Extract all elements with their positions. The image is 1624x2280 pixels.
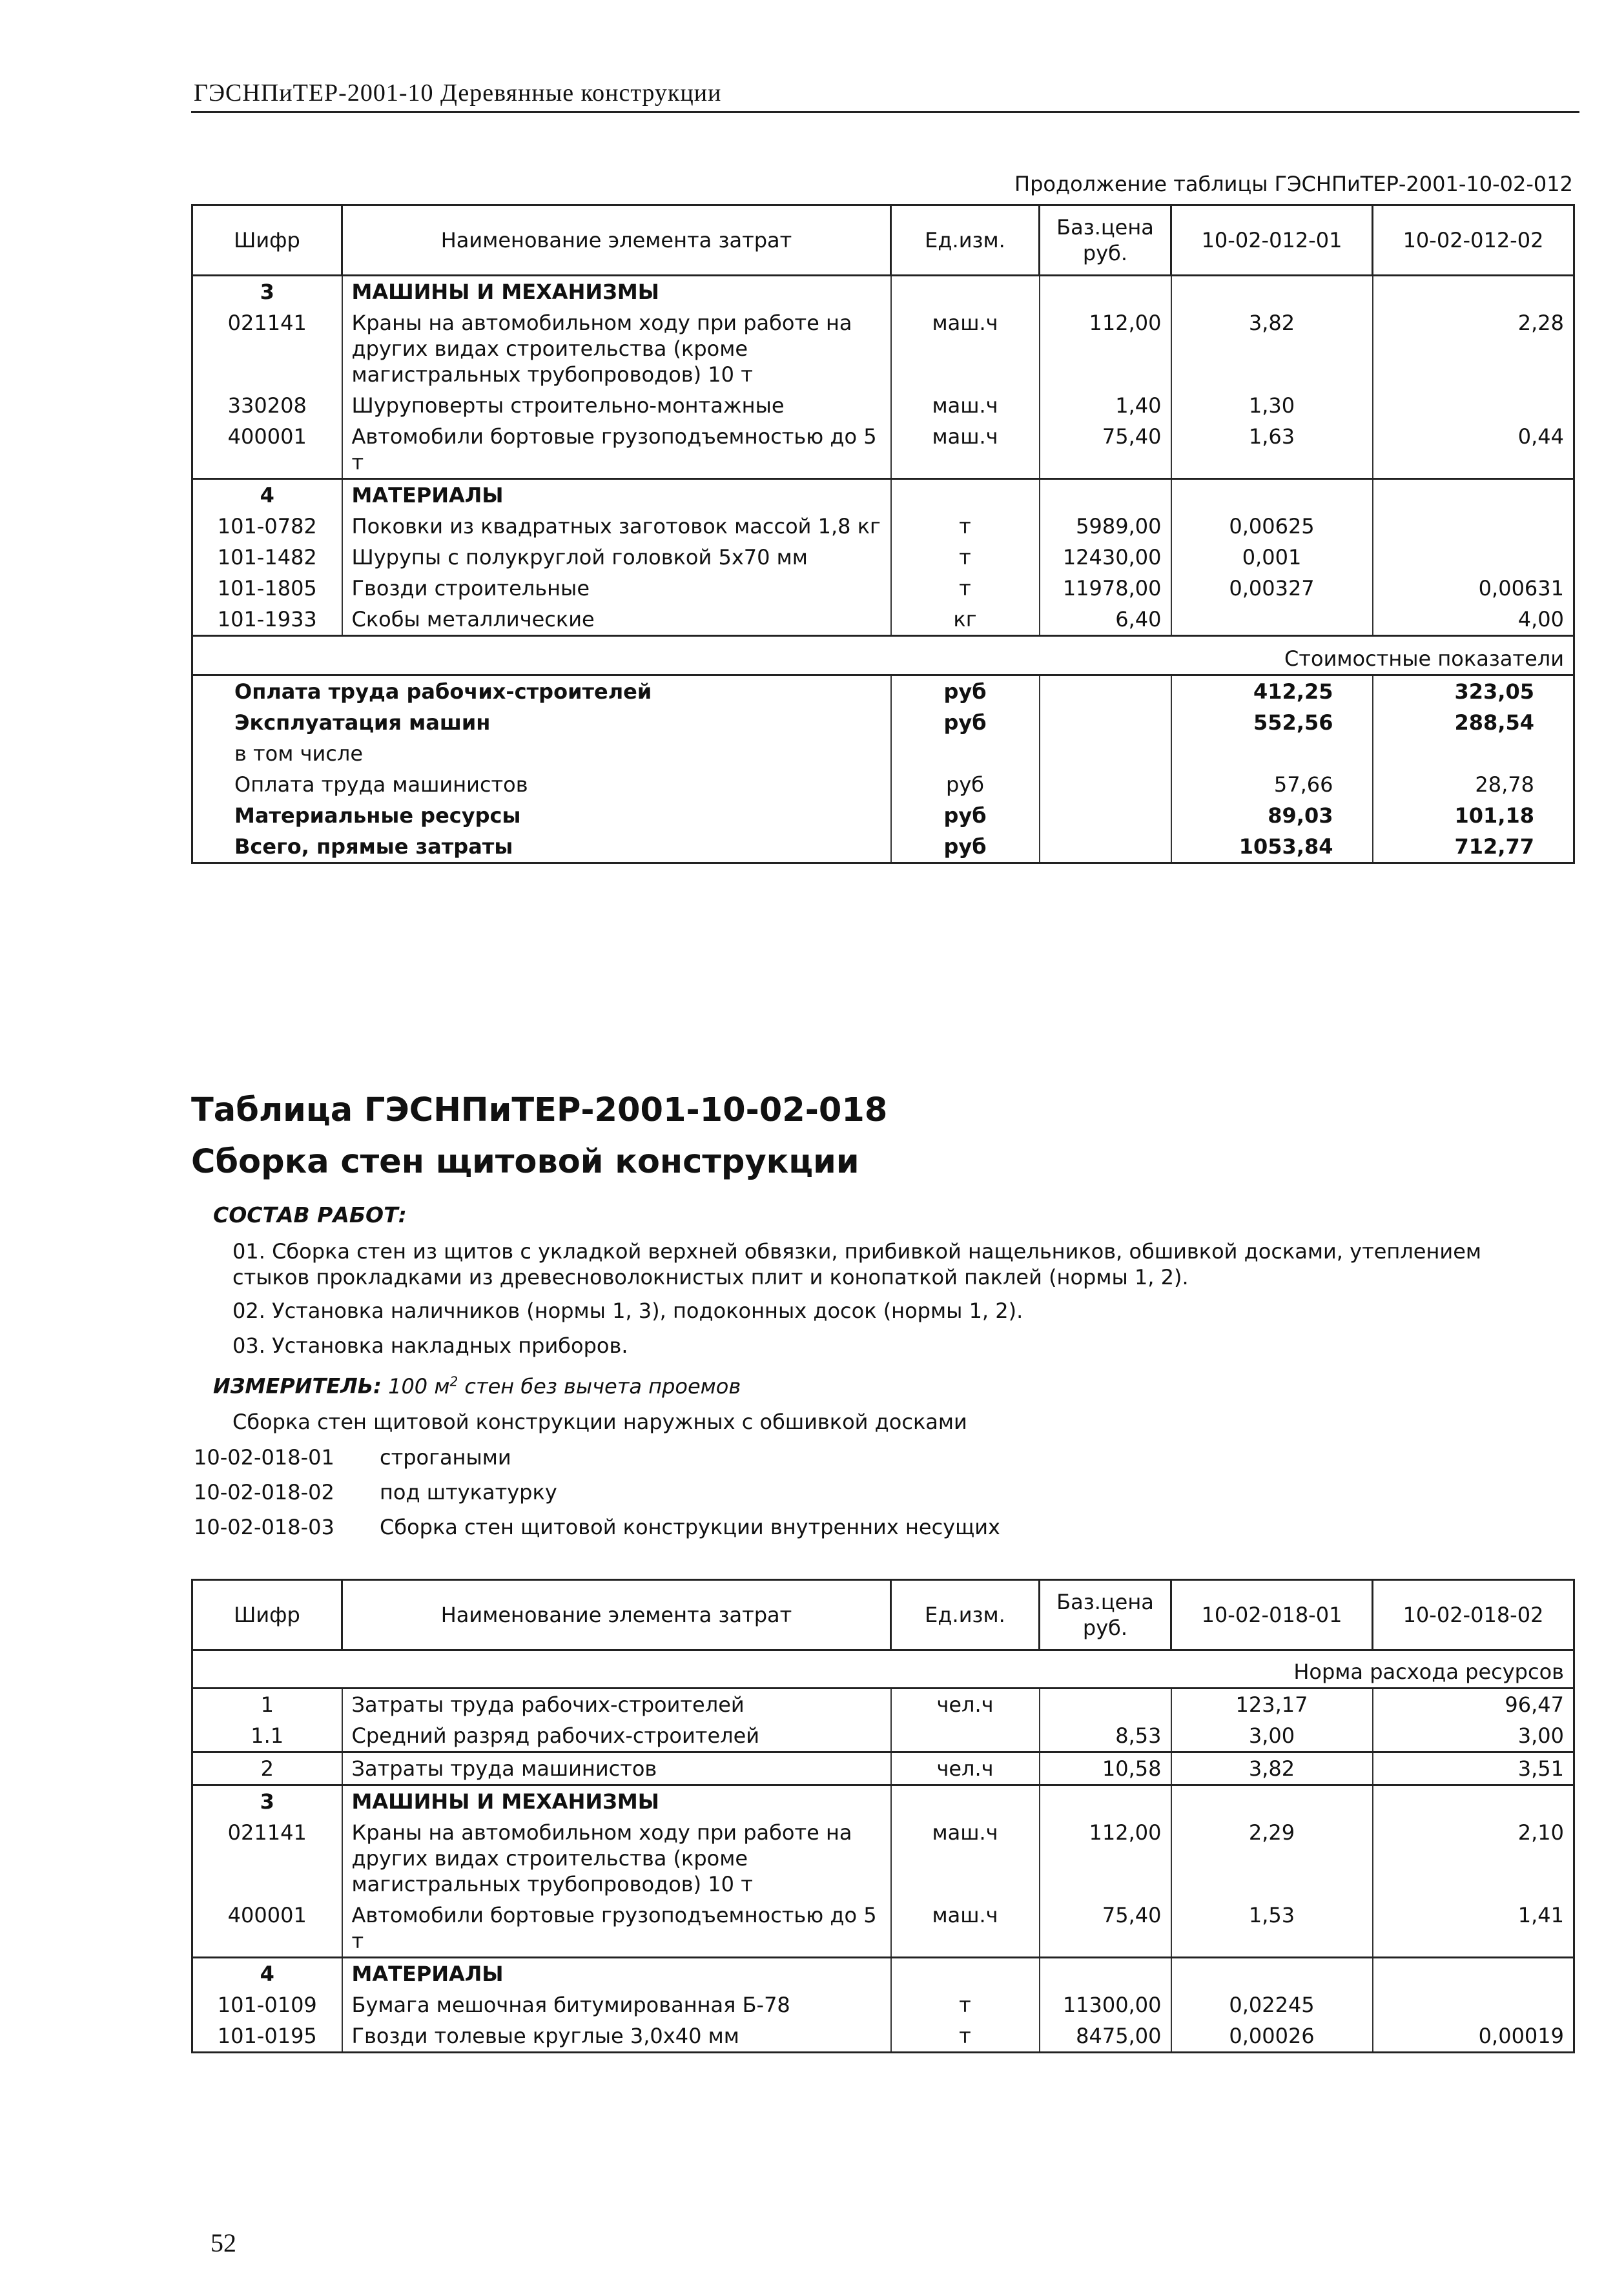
table-row	[192, 542, 1574, 573]
norm-group-title: Сборка стен щитовой конструкции наружных с обшивкой досками	[232, 1410, 967, 1434]
cell-code: 1	[192, 1689, 342, 1721]
cost-value-1: 412,25	[1171, 675, 1373, 708]
cell-name: Гвозди строительные	[342, 573, 891, 604]
col-header-norm-1: 10-02-018-01	[1171, 1580, 1373, 1650]
table-row	[192, 390, 1574, 421]
section-code: 4	[192, 479, 342, 511]
cost-unit: руб	[891, 831, 1040, 863]
cell-unit: чел.ч	[891, 1689, 1040, 1721]
running-header: ГЭСНПиТЕР-2001-10 Деревянные конструкции	[194, 79, 722, 107]
cell-price: 8,53	[1040, 1720, 1171, 1752]
cost-row	[192, 738, 1574, 769]
cost-row	[192, 707, 1574, 738]
cost-value-2	[1373, 738, 1574, 769]
cell-price: 75,40	[1040, 1900, 1171, 1958]
norm-code: 10-02-018-03	[194, 1515, 334, 1539]
norm-name: строгаными	[380, 1445, 511, 1470]
cell-name: Автомобили бортовые грузоподъемностью до 5 т	[342, 1900, 891, 1958]
cell-value-1: 1,63	[1171, 421, 1373, 479]
cell-code: 101-0109	[192, 1989, 342, 2020]
cell-code: 101-1933	[192, 604, 342, 636]
cell-value-2: 2,28	[1373, 307, 1574, 390]
cell-name: Средний разряд рабочих-строителей	[342, 1720, 891, 1752]
cell-value-2	[1373, 390, 1574, 421]
work-item: 03. Установка накладных приборов.	[232, 1333, 628, 1358]
cell-unit	[891, 1720, 1040, 1752]
work-item: 01. Сборка стен из щитов с укладкой верхней обвязки, прибивкой нащельников, обшивкой досками, утеплением стыков прокладками из древесноволокнистых плит и конопаткой паклей (нормы 1, 2).	[232, 1239, 1482, 1289]
cell-code: 101-0195	[192, 2020, 342, 2053]
cell-value-1	[1171, 604, 1373, 636]
col-header-norm-1: 10-02-012-01	[1171, 205, 1373, 276]
cell-unit: т	[891, 1989, 1040, 2020]
cell-price: 112,00	[1040, 307, 1171, 390]
cost-value-2: 288,54	[1373, 707, 1574, 738]
cell-price: 11300,00	[1040, 1989, 1171, 2020]
cell-unit: маш.ч	[891, 1817, 1040, 1900]
section-code: 3	[192, 276, 342, 308]
cost-value-1: 552,56	[1171, 707, 1373, 738]
cell-price: 6,40	[1040, 604, 1171, 636]
cell-name: Автомобили бортовые грузоподъемностью до 5 т	[342, 421, 891, 479]
cell-name: Шуруповерты строительно-монтажные	[342, 390, 891, 421]
cost-row	[192, 675, 1574, 708]
cell-unit: маш.ч	[891, 1900, 1040, 1958]
cell-name: Гвозди толевые круглые 3,0х40 мм	[342, 2020, 891, 2053]
table1-continuation-caption: Продолжение таблицы ГЭСНПиТЕР-2001-10-02-012	[1014, 172, 1573, 196]
table-row	[192, 1720, 1574, 1752]
cost-name: Эксплуатация машин	[192, 707, 891, 738]
cost-unit: руб	[891, 800, 1040, 831]
cost-value-2: 323,05	[1373, 675, 1574, 708]
cell-price: 75,40	[1040, 421, 1171, 479]
norm-caption: Норма расхода ресурсов	[192, 1650, 1574, 1689]
col-header-price: Баз.цена руб.	[1040, 205, 1171, 276]
cell-unit: маш.ч	[891, 307, 1040, 390]
section-title: МАТЕРИАЛЫ	[342, 479, 891, 511]
cell-code: 1.1	[192, 1720, 342, 1752]
cell-value-1: 123,17	[1171, 1689, 1373, 1721]
measure-label: ИЗМЕРИТЕЛЬ:	[213, 1373, 382, 1399]
table-row	[192, 573, 1574, 604]
col-header-name: Наименование элемента затрат	[342, 205, 891, 276]
cost-name: в том числе	[192, 738, 891, 769]
col-header-norm-2: 10-02-012-02	[1373, 205, 1574, 276]
cell-name: Затраты труда рабочих-строителей	[342, 1689, 891, 1721]
cost-unit	[891, 738, 1040, 769]
cell-code: 021141	[192, 1817, 342, 1900]
cost-unit: руб	[891, 675, 1040, 708]
cell-value-2: 1,41	[1373, 1900, 1574, 1958]
col-header-code: Шифр	[192, 1580, 342, 1650]
cost-name: Материальные ресурсы	[192, 800, 891, 831]
cell-value-1: 3,82	[1171, 307, 1373, 390]
table-row	[192, 1689, 1574, 1721]
cell-price	[1040, 1689, 1171, 1721]
norm-code: 10-02-018-02	[194, 1480, 334, 1505]
col-header-unit: Ед.изм.	[891, 1580, 1040, 1650]
cost-value-1: 1053,84	[1171, 831, 1373, 863]
cell-unit: чел.ч	[891, 1752, 1040, 1785]
cell-value-1: 0,001	[1171, 542, 1373, 573]
section-title: МАТЕРИАЛЫ	[342, 1958, 891, 1990]
cell-price: 10,58	[1040, 1752, 1171, 1785]
col-header-name: Наименование элемента затрат	[342, 1580, 891, 1650]
cost-unit: руб	[891, 707, 1040, 738]
work-item: 02. Установка наличников (нормы 1, 3), подоконных досок (нормы 1, 2).	[232, 1299, 1023, 1323]
cell-name: Краны на автомобильном ходу при работе на других видах строительства (кроме магистральных трубопроводов) 10 т	[342, 1817, 891, 1900]
cost-value-2: 101,18	[1373, 800, 1574, 831]
cell-code: 400001	[192, 1900, 342, 1958]
cell-code: 2	[192, 1752, 342, 1785]
cell-value-1: 1,30	[1171, 390, 1373, 421]
page-number: 52	[211, 2228, 236, 2257]
cell-price: 8475,00	[1040, 2020, 1171, 2053]
cell-code: 021141	[192, 307, 342, 390]
table-row	[192, 1989, 1574, 2020]
measure-value: 100 $м^2$ стен без вычета проемов	[388, 1373, 741, 1399]
cost-value-1: 89,03	[1171, 800, 1373, 831]
table-row	[192, 1752, 1574, 1785]
cell-code: 101-0782	[192, 511, 342, 542]
cell-unit: кг	[891, 604, 1040, 636]
section-row-materials	[192, 1958, 1574, 1990]
header-rule	[191, 111, 1579, 113]
section-row-machines	[192, 276, 1574, 308]
cell-unit: маш.ч	[891, 421, 1040, 479]
cell-name: Бумага мешочная битумированная Б-78	[342, 1989, 891, 2020]
cell-value-2: 0,00631	[1373, 573, 1574, 604]
cell-value-2: 0,44	[1373, 421, 1574, 479]
cell-value-1: 0,00026	[1171, 2020, 1373, 2053]
cost-row	[192, 769, 1574, 800]
norm-caption-row	[192, 1650, 1574, 1689]
cost-table-10-02-012	[191, 204, 1575, 864]
cell-name: Краны на автомобильном ходу при работе на других видах строительства (кроме магистральных трубопроводов) 10 т	[342, 307, 891, 390]
table-subtitle: Сборка стен щитовой конструкции	[191, 1143, 859, 1181]
cell-value-2: 4,00	[1373, 604, 1574, 636]
cell-unit: т	[891, 2020, 1040, 2053]
section-row-materials	[192, 479, 1574, 511]
table-row	[192, 604, 1574, 636]
cost-name: Оплата труда машинистов	[192, 769, 891, 800]
cell-value-1: 1,53	[1171, 1900, 1373, 1958]
cell-unit: т	[891, 573, 1040, 604]
cell-unit: т	[891, 511, 1040, 542]
cell-value-2	[1373, 542, 1574, 573]
cell-value-2: 3,00	[1373, 1720, 1574, 1752]
table-header-row	[192, 1580, 1574, 1650]
norm-code: 10-02-018-01	[194, 1445, 334, 1470]
cell-code: 330208	[192, 390, 342, 421]
cell-price: 112,00	[1040, 1817, 1171, 1900]
table-header-row	[192, 205, 1574, 276]
table-row	[192, 1900, 1574, 1958]
measure-unit	[213, 1373, 741, 1399]
table-row	[192, 1817, 1574, 1900]
table-row	[192, 511, 1574, 542]
cost-name: Оплата труда рабочих-строителей	[192, 675, 891, 708]
cost-value-1	[1171, 738, 1373, 769]
cell-value-1: 0,00625	[1171, 511, 1373, 542]
cost-value-2: 712,77	[1373, 831, 1574, 863]
cell-value-2	[1373, 1989, 1574, 2020]
section-code: 4	[192, 1958, 342, 1990]
cost-name: Всего, прямые затраты	[192, 831, 891, 863]
section-title: МАШИНЫ И МЕХАНИЗМЫ	[342, 276, 891, 308]
cost-caption-row	[192, 636, 1574, 675]
cell-name: Затраты труда машинистов	[342, 1752, 891, 1785]
cell-price: 1,40	[1040, 390, 1171, 421]
cost-row	[192, 800, 1574, 831]
section-code: 3	[192, 1785, 342, 1818]
cell-name: Шурупы с полукруглой головкой 5х70 мм	[342, 542, 891, 573]
cell-value-1: 3,00	[1171, 1720, 1373, 1752]
norm-name: под штукатурку	[380, 1480, 557, 1505]
cost-caption: Стоимостные показатели	[192, 636, 1574, 675]
cost-row	[192, 831, 1574, 863]
cell-value-2: 96,47	[1373, 1689, 1574, 1721]
norm-name: Сборка стен щитовой конструкции внутренних несущих	[380, 1515, 1000, 1539]
col-header-unit: Ед.изм.	[891, 205, 1040, 276]
section-title: МАШИНЫ И МЕХАНИЗМЫ	[342, 1785, 891, 1818]
cell-value-1: 0,00327	[1171, 573, 1373, 604]
cell-name: Поковки из квадратных заготовок массой 1,8 кг	[342, 511, 891, 542]
works-label: СОСТАВ РАБОТ:	[213, 1202, 407, 1227]
col-header-price: Баз.цена руб.	[1040, 1580, 1171, 1650]
cell-name: Скобы металлические	[342, 604, 891, 636]
cell-value-2: 3,51	[1373, 1752, 1574, 1785]
cell-unit: т	[891, 542, 1040, 573]
cost-value-2: 28,78	[1373, 769, 1574, 800]
section-row-machines	[192, 1785, 1574, 1818]
table-title: Таблица ГЭСНПиТЕР-2001-10-02-018	[191, 1091, 888, 1129]
cell-value-1: 3,82	[1171, 1752, 1373, 1785]
cell-unit: маш.ч	[891, 390, 1040, 421]
cell-price: 12430,00	[1040, 542, 1171, 573]
cell-code: 101-1482	[192, 542, 342, 573]
col-header-code: Шифр	[192, 205, 342, 276]
cell-value-1: 2,29	[1171, 1817, 1373, 1900]
cell-price: 11978,00	[1040, 573, 1171, 604]
cell-value-2: 0,00019	[1373, 2020, 1574, 2053]
cost-value-1: 57,66	[1171, 769, 1373, 800]
cell-value-2: 2,10	[1373, 1817, 1574, 1900]
col-header-norm-2: 10-02-018-02	[1373, 1580, 1574, 1650]
cell-value-2	[1373, 511, 1574, 542]
resource-table-10-02-018	[191, 1579, 1575, 2053]
cell-code: 400001	[192, 421, 342, 479]
cell-price: 5989,00	[1040, 511, 1171, 542]
table-row	[192, 307, 1574, 390]
table-row	[192, 2020, 1574, 2053]
cost-unit: руб	[891, 769, 1040, 800]
cell-code: 101-1805	[192, 573, 342, 604]
table-row	[192, 421, 1574, 479]
cell-value-1: 0,02245	[1171, 1989, 1373, 2020]
